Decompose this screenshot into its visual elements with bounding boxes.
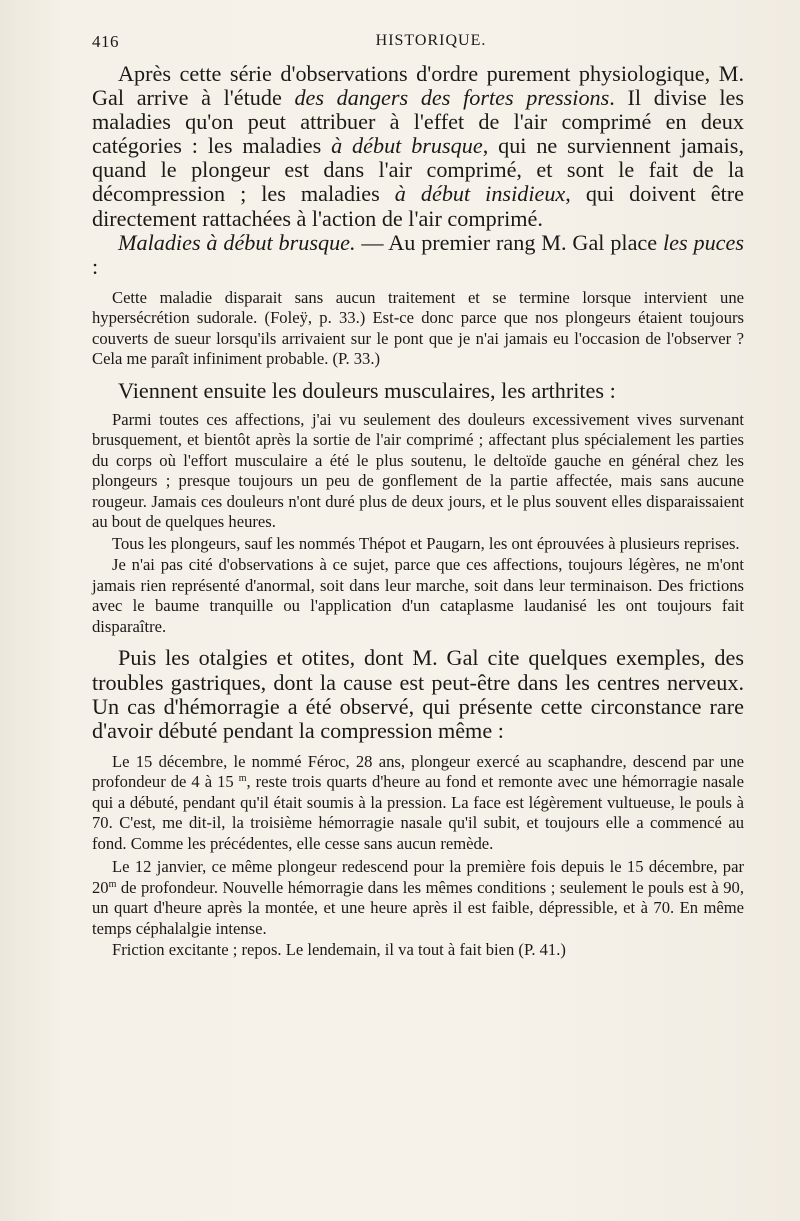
quote-douleurs: Parmi toutes ces affections, j'ai vu seulement des douleurs excessivement vives survenant brusquement, et bientôt après la sortie de l'air comprimé ; affectant plus spécialement les parties du corps où l'effort musculaire a été le plus soutenu, le deltoïde gauche en général chez les plongeurs ; presque toujours un peu de gonflement de la partie affectée, mais sans aucune rougeur. Jamais ces douleurs n'ont duré plus de deux jours, et le plus souvent elles disparaissaient au bout de quelques heures. (92, 409, 744, 532)
page-number: 416 (92, 32, 119, 51)
quote-affections: Je n'ai pas cité d'observations à ce sujet, parce que ces affections, toujours légères, ne m'ont jamais rien représenté d'anormal, soit dans leur marche, soit dans leur terminaison. Des frictions avec le baume tranquille ou l'application d'un cataplasme laudanisé les ont toujours fait disparaître. (92, 555, 744, 636)
quote-plongeurs: Tous les plongeurs, sauf les nommés Thépot et Paugarn, les ont éprouvées à plusieurs reprises. (112, 533, 740, 553)
paragraph-maladies-debut-brusque: Maladies à début brusque. — Au premier rang M. Gal place les puces : (92, 229, 744, 279)
running-head: HISTORIQUE. (375, 32, 487, 49)
page-header (92, 32, 740, 58)
quote-feroc-janvier: Le 12 janvier, ce même plongeur redescend pour la première fois depuis le 15 décembre, par 20$^m$ de profondeur. Nouvelle hémorragie dans les mêmes conditions ; seulement le pouls est à 90, un quart d'heure après la montée, et une heure après il est faible, dépressible, et à 70. En même temps céphalalgie intense. (92, 857, 744, 938)
page-body (92, 62, 744, 961)
paragraph-intro: Après cette série d'observations d'ordre purement physiologique, M. Gal arrive à l'étude des dangers des fortes pressions. Il divise les maladies qu'on peut attribuer à l'effet de l'air comprimé en deux catégories : les maladies à début brusque, qui ne surviennent jamais, quand le plongeur est dans l'air comprimé, et sont le fait de la décompression ; les maladies à début insidieux, qui doivent être directement rattachées à l'action de l'air comprimé. (92, 61, 744, 231)
quote-puces: Cette maladie disparait sans aucun traitement et se termine lorsque intervient une hypersécrétion sudorale. (Foleÿ, p. 33.) Est-ce donc parce que nos plongeurs étaient toujours couverts de sueur lorsqu'ils arrivaient sur le pont que je n'ai jamais eu l'occasion de l'observer ? Cela me paraît infiniment probable. (P. 33.) (92, 287, 744, 369)
quote-friction: Friction excitante ; repos. Le lendemain, il va tout à fait bien (P. 41.) (112, 940, 566, 960)
paragraph-otalgies: Puis les otalgies et otites, dont M. Gal cite quelques exemples, des troubles gastriques, dont la cause est peut-être dans les centres nerveux. Un cas d'hémorragie a été observé, qui présente cette circonstance rare d'avoir débuté pendant la compression même : (92, 645, 744, 743)
paragraph-douleurs-musculaires: Viennent ensuite les douleurs musculaires, les arthrites : (118, 377, 616, 403)
quote-feroc-decembre: Le 15 décembre, le nommé Féroc, 28 ans, plongeur exercé au scaphandre, descend par une profondeur de 4 à 15 $^m$, reste trois quarts d'heure au fond et remonte avec une hémorragie nasale qui a débuté, pendant qu'il était soumis à la pression. La face est légèrement vultueuse, le pouls à 70. C'est, me dit-il, la troisième hémorragie nasale qu'il subit, et toujours elle a commencé au fond. Comme les précédentes, elle cesse sans aucun remède. (92, 751, 745, 853)
